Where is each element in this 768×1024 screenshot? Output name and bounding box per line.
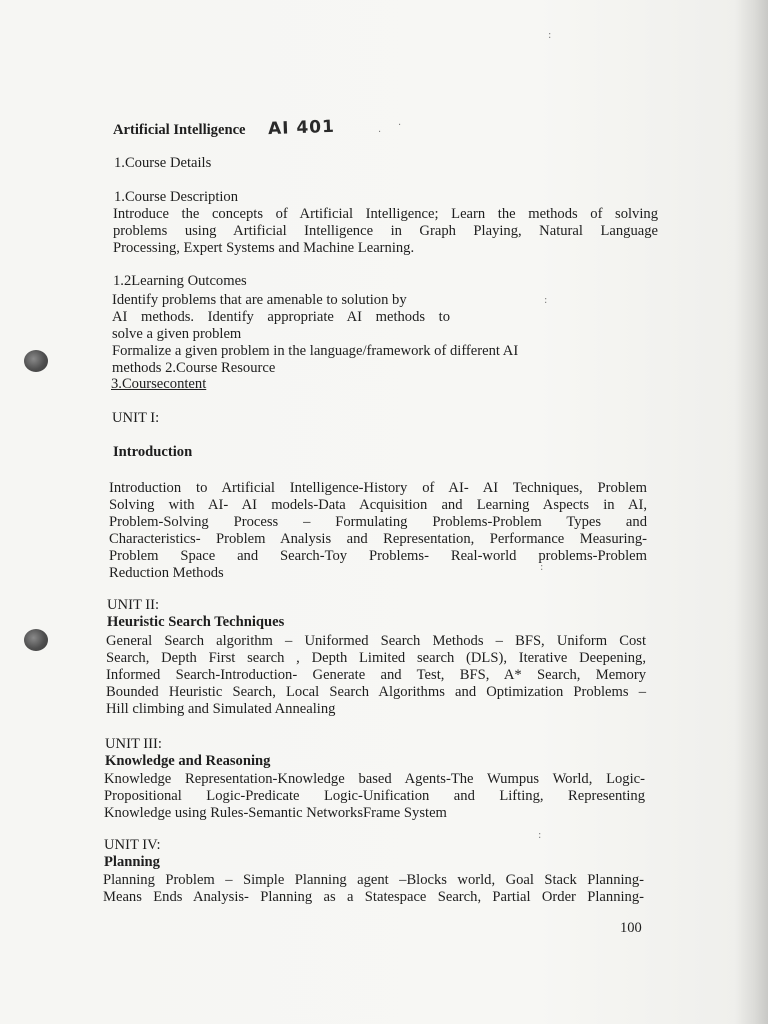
unit-3-label: UNIT III: [105, 736, 162, 752]
document-title: Artificial Intelligence [113, 122, 246, 138]
content-line: Bounded Heuristic Search, Local Search Algorithms and Optimization Problems – [106, 684, 646, 700]
scan-speck: · [398, 120, 402, 131]
content-line: Knowledge Representation-Knowledge based Agents-The Wumpus World, Logic- [104, 771, 645, 787]
unit-1-title: Introduction [113, 444, 193, 460]
paragraph-line: Processing, Expert Systems and Machine Learning. [113, 240, 415, 256]
unit-4-title: Planning [104, 854, 160, 870]
section-course-details: 1.Course Details [114, 155, 212, 171]
unit-2-content [106, 633, 646, 718]
outcome-line: methods 2.Course Resource [112, 360, 276, 376]
outcome-line: Identify problems that are amenable to solution by [112, 292, 407, 308]
page-number: 100 [620, 920, 642, 936]
scan-speck: . [378, 124, 382, 135]
content-line: Reduction Methods [109, 565, 224, 581]
punch-hole-bottom [24, 629, 48, 651]
unit-4-content [103, 872, 644, 906]
content-line: Planning Problem – Simple Planning agent –Blocks world, Goal Stack Planning- [103, 872, 644, 888]
page-edge-shadow [734, 0, 768, 1024]
unit-1-content [109, 480, 647, 582]
paragraph-line: Introduce the concepts of Artificial Intelligence; Learn the methods of solving [113, 206, 658, 222]
unit-2-label: UNIT II: [107, 597, 160, 613]
content-line: Problem Space and Search-Toy Problems- Real-world problems-Problem [109, 548, 647, 564]
handwritten-course-code: AI 401 [267, 116, 336, 140]
unit-1-label: UNIT I: [112, 410, 160, 426]
section-course-content: 3.Coursecontent [111, 376, 207, 392]
unit-3-title: Knowledge and Reasoning [105, 753, 271, 769]
outcome-line: solve a given problem [112, 326, 242, 342]
outcome-line: AI methods. Identify appropriate AI methods to [112, 309, 450, 325]
content-line: Propositional Logic-Predicate Logic-Unification and Lifting, Representing [104, 788, 645, 804]
unit-2-title: Heuristic Search Techniques [107, 614, 285, 630]
scan-speck: : [548, 30, 552, 41]
content-line: Problem-Solving Process – Formulating Problems-Problem Types and [109, 514, 647, 530]
content-line: Knowledge using Rules-Semantic NetworksFrame System [104, 805, 447, 821]
section-course-description-heading: 1.Course Description [114, 189, 239, 205]
scan-speck: : [540, 562, 544, 573]
course-description-paragraph [113, 206, 658, 257]
content-line: Introduction to Artificial Intelligence-History of AI- AI Techniques, Problem [109, 480, 647, 496]
content-line: Characteristics- Problem Analysis and Representation, Performance Measuring- [109, 531, 647, 547]
content-line: General Search algorithm – Uniformed Search Methods – BFS, Uniform Cost [106, 633, 646, 649]
content-line: Informed Search-Introduction- Generate and Test, BFS, A* Search, Memory [106, 667, 646, 683]
scan-speck: : [538, 830, 542, 841]
content-line: Hill climbing and Simulated Annealing [106, 701, 336, 717]
paragraph-line: problems using Artificial Intelligence in Graph Playing, Natural Language [113, 223, 658, 239]
punch-hole-top [24, 350, 48, 372]
content-line: Search, Depth First search , Depth Limited search (DLS), Iterative Deepening, [106, 650, 646, 666]
content-line: Solving with AI- AI models-Data Acquisition and Learning Aspects in AI, [109, 497, 647, 513]
section-learning-outcomes-heading: 1.2Learning Outcomes [113, 273, 247, 289]
unit-3-content [104, 771, 645, 822]
content-line: Means Ends Analysis- Planning as a Statespace Search, Partial Order Planning- [103, 889, 644, 905]
outcome-line: Formalize a given problem in the language/framework of different AI [112, 343, 519, 359]
scan-speck: : [544, 295, 548, 306]
learning-outcomes-list [112, 292, 518, 377]
unit-4-label: UNIT IV: [104, 837, 161, 853]
